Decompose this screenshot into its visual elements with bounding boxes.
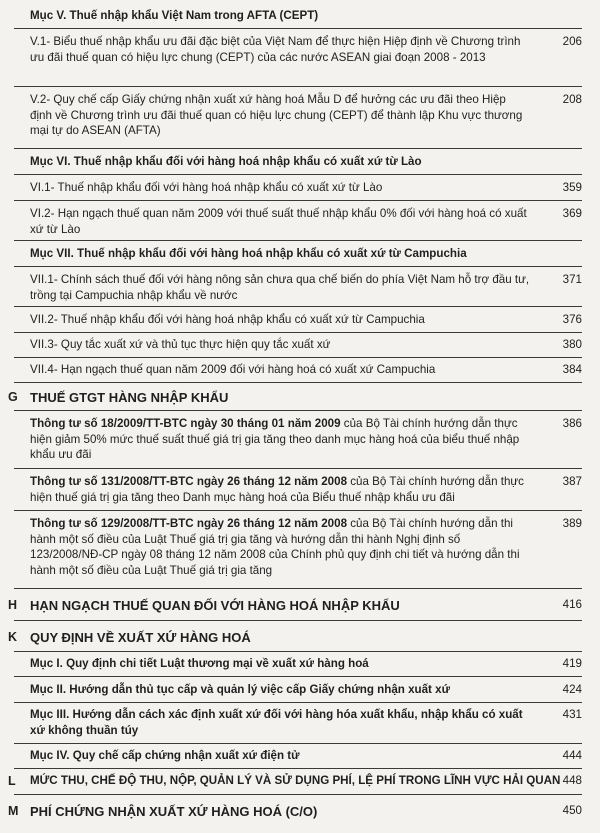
section-title-g: [30, 390, 590, 405]
divider: [14, 200, 582, 201]
entry-text: V.2- Quy chế cấp Giấy chứng nhận xuất xứ hàng hoá Mẫu D để hưởng các ưu đãi theo Hiệp định về Chương trình ưu đãi thuế quan có hiệu lực chung (CEPT) để thành lập Khu vực thương mại tự do ASEAN (AFTA): [30, 93, 523, 137]
entry-text: VII.2- Thuế nhập khẩu đối với hàng hoá nhập khẩu có xuất xứ từ Campuchia: [30, 313, 425, 326]
page-number: 419: [562, 657, 582, 670]
toc-entry-circular: [30, 516, 590, 578]
divider: [14, 410, 582, 411]
toc-entry: [30, 337, 590, 353]
toc-entry: [30, 362, 590, 378]
divider: [14, 794, 582, 795]
entry-text: VII.3- Quy tắc xuất xứ và thủ tục thực hiện quy tắc xuất xứ: [30, 338, 331, 351]
divider: [14, 702, 582, 703]
section-title-text: HẠN NGẠCH THUẾ QUAN ĐỐI VỚI HÀNG HOÁ NHẬP KHẨU: [30, 598, 400, 613]
entry-text: Mục II. Hướng dẫn thủ tục cấp và quản lý việc cấp Giấy chứng nhận xuất xứ: [30, 683, 450, 696]
page-number: 384: [562, 363, 582, 376]
section-title-m: [30, 804, 590, 819]
toc-entry: [30, 312, 590, 328]
divider: [14, 306, 582, 307]
toc-entry: [30, 272, 590, 303]
circular-desc: của Bộ Tài chính hướng dẫn thi hành một số điều của Luật Thuế giá trị gia tăng và hướng dẫn thi hành Nghị định số 123/2008/NĐ-CP ngày 08 tháng 12 năm 2008 của Chính phủ quy định chi tiết và hướng dẫn thi hành một số điều của Luật Thuế giá trị gia tăng: [30, 517, 520, 577]
section-title-text: THUẾ GTGT HÀNG NHẬP KHẨU: [30, 390, 229, 405]
divider: [14, 266, 582, 267]
circular-ref: Thông tư số 129/2008/TT-BTC ngày 26 tháng 12 năm 2008: [30, 517, 348, 530]
divider: [14, 28, 582, 29]
toc-entry: [30, 748, 590, 764]
toc-entry: [30, 92, 590, 139]
divider: [14, 174, 582, 175]
divider: [14, 357, 582, 358]
page-number: 369: [562, 207, 582, 220]
entry-text: VI.2- Hạn ngạch thuế quan năm 2009 với thuế suất thuế nhập khẩu 0% đối với hàng hoá có xuất xứ từ Lào: [30, 207, 527, 236]
entry-text: [30, 474, 530, 505]
section-title-text: PHÍ CHỨNG NHẬN XUẤT XỨ HÀNG HOÁ (C/O): [30, 804, 318, 819]
page-number: 359: [562, 181, 582, 194]
divider: [14, 510, 582, 511]
section-letter-h: H: [8, 598, 18, 612]
divider: [14, 86, 582, 87]
toc-entry: [30, 180, 590, 196]
section-title-k: [30, 630, 590, 645]
circular-ref: Thông tư số 131/2008/TT-BTC ngày 26 tháng 12 năm 2008: [30, 475, 348, 488]
page-number: 424: [562, 683, 582, 696]
divider: [14, 148, 582, 149]
divider: [14, 332, 582, 333]
circular-ref: Thông tư số 18/2009/TT-BTC ngày 30 tháng 01 năm 2009: [30, 417, 341, 430]
section-title-text: QUY ĐỊNH VỀ XUẤT XỨ HÀNG HOÁ: [30, 630, 251, 645]
page-number: 387: [562, 475, 582, 488]
page-number: 450: [562, 804, 582, 817]
entry-text: VI.1- Thuế nhập khẩu đối với hàng hoá nhập khẩu có xuất xứ từ Lào: [30, 181, 383, 194]
circular-desc: của Bộ Tài chính hướng dẫn thực hiện thuế giá trị gia tăng theo Danh mục hàng hoá của Biểu thuế nhập khẩu ưu đãi: [30, 475, 524, 504]
toc-entry: [30, 206, 590, 237]
entry-text: VII.4- Hạn ngạch thuế quan năm 2009 đối với hàng hoá có xuất xứ Campuchia: [30, 363, 436, 376]
toc-heading-muc-v: [30, 8, 590, 24]
entry-text: Mục IV. Quy chế cấp chứng nhận xuất xứ điện tử: [30, 749, 300, 762]
page-number: 371: [562, 273, 582, 286]
heading-text: Mục VI. Thuế nhập khẩu đối với hàng hoá nhập khẩu có xuất xứ từ Lào: [30, 155, 422, 168]
section-title-l: [30, 774, 590, 787]
page-number: 206: [562, 35, 582, 48]
entry-text: V.1- Biểu thuế nhập khẩu ưu đãi đặc biệt của Việt Nam để thực hiện Hiệp định về Chương trình ưu đãi thuế quan có hiệu lực chung (CEPT) của các nước ASEAN giai đoạn 2008 - 2013: [30, 35, 521, 64]
divider: [14, 620, 582, 621]
page-number: 376: [562, 313, 582, 326]
page-number: 386: [562, 417, 582, 430]
heading-text: Mục V. Thuế nhập khẩu Việt Nam trong AFTA (CEPT): [30, 9, 319, 22]
divider: [14, 468, 582, 469]
toc-entry: [30, 682, 590, 698]
page-number: 431: [562, 708, 582, 721]
divider: [14, 743, 582, 744]
section-title-h: [30, 598, 590, 613]
page-number: 380: [562, 338, 582, 351]
entry-text: Mục I. Quy định chi tiết Luật thương mại về xuất xứ hàng hoá: [30, 657, 369, 670]
divider: [14, 240, 582, 241]
section-letter-k: K: [8, 630, 18, 644]
page-number: 444: [562, 749, 582, 762]
section-letter-m: M: [8, 804, 19, 818]
divider: [14, 651, 582, 652]
entry-text: Mục III. Hướng dẫn cách xác định xuất xứ đối với hàng hóa xuất khẩu, nhập khẩu có xuất xứ không thuần túy: [30, 708, 523, 737]
entry-text: [30, 416, 530, 463]
toc-entry-circular: [30, 474, 590, 505]
divider: [14, 768, 582, 769]
section-letter-g: G: [8, 390, 18, 404]
toc-entry-circular: [30, 416, 590, 463]
toc-entry: [30, 707, 590, 738]
toc-heading-muc-vii: [30, 246, 590, 262]
page-number: 208: [562, 93, 582, 106]
entry-text: VII.1- Chính sách thuế đối với hàng nông sản chưa qua chế biến do phía Việt Nam hỗ trợ đầu tư, trồng tại Campuchia nhập khẩu về nước: [30, 273, 530, 302]
section-title-text: MỨC THU, CHẾ ĐỘ THU, NỘP, QUẢN LÝ VÀ SỬ DỤNG PHÍ, LỆ PHÍ TRONG LĨNH VỰC HẢI QUAN: [30, 774, 561, 787]
page-number: 416: [562, 598, 582, 611]
circular-desc: của Bộ Tài chính hướng dẫn thực hiện giảm 50% mức thuế suất thuế giá trị gia tăng theo danh mục hàng hoá của biểu thuế nhập khẩu ưu đãi: [30, 417, 520, 461]
divider: [14, 676, 582, 677]
page-number: 448: [562, 774, 582, 787]
section-letter-l: L: [8, 774, 16, 788]
heading-text: Mục VII. Thuế nhập khẩu đối với hàng hoá nhập khẩu có xuất xứ từ Campuchia: [30, 247, 467, 260]
divider: [14, 588, 582, 589]
toc-entry: [30, 656, 590, 672]
toc-entry: [30, 34, 590, 65]
divider: [14, 382, 582, 383]
entry-text: [30, 516, 530, 578]
toc-heading-muc-vi: [30, 154, 590, 170]
page-number: 389: [562, 517, 582, 530]
